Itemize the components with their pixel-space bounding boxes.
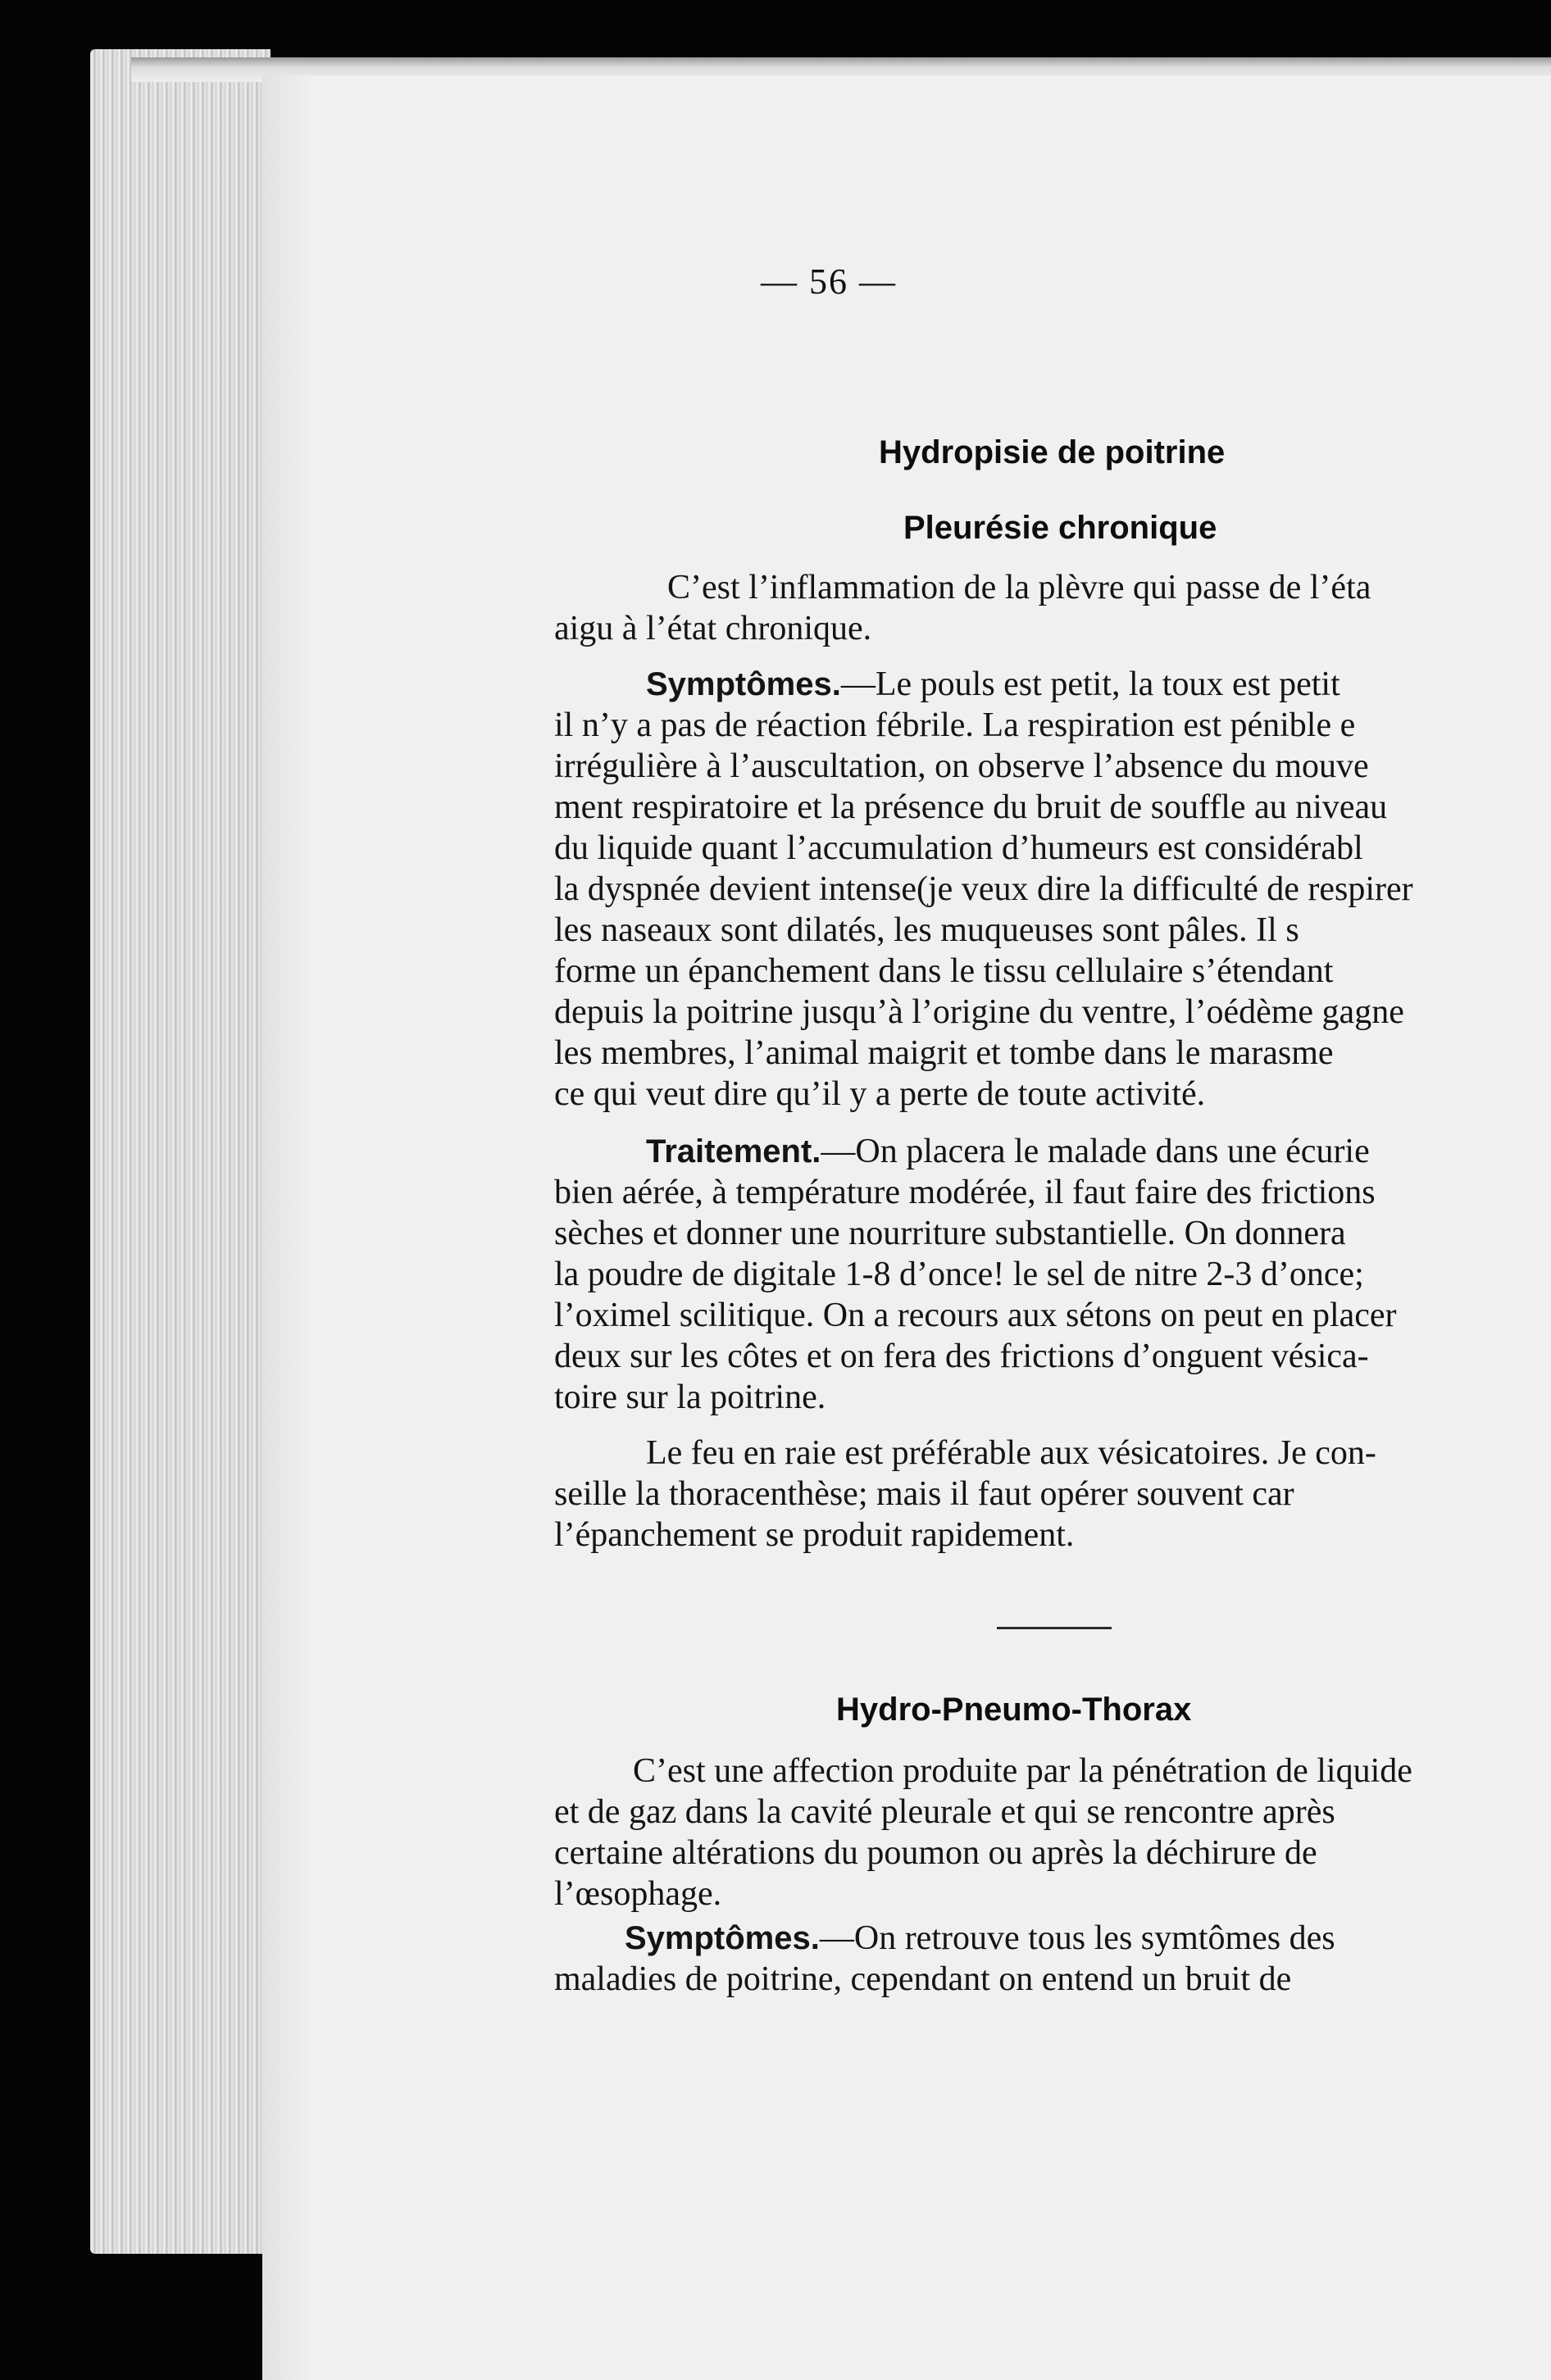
text-line: bien aérée, à température modérée, il faut faire des frictions xyxy=(554,1174,1376,1211)
page-number: — 56 — xyxy=(761,261,897,302)
treatment-label: Traitement. xyxy=(646,1133,821,1170)
text-line: la dyspnée devient intense(je veux dire la difficulté de respirer xyxy=(554,870,1413,908)
text-line: —Le pouls est petit, la toux est petit xyxy=(840,665,1340,703)
text-line: il n’y a pas de réaction fébrile. La respiration est pénible e xyxy=(554,706,1356,744)
text-line: forme un épanchement dans le tissu cellulaire s’étendant xyxy=(554,952,1334,990)
intro-paragraph xyxy=(554,567,1546,649)
text-line: l’épanchement se produit rapidement. xyxy=(554,1516,1075,1554)
section-title: Hydropisie de poitrine xyxy=(879,434,1226,470)
text-line: C’est l’inflammation de la plèvre qui passe de l’éta xyxy=(667,569,1371,606)
page-stack-edges xyxy=(90,49,271,2254)
intro-paragraph-2 xyxy=(554,1751,1546,1914)
section-title-2: Hydro-Pneumo-Thorax xyxy=(836,1692,1192,1728)
text-line: la poudre de digitale 1-8 d’once! le sel de nitre 2-3 d’once; xyxy=(554,1256,1364,1293)
section-subtitle: Pleurésie chronique xyxy=(903,510,1217,546)
text-line: Le feu en raie est préférable aux vésicatoires. Je con- xyxy=(646,1434,1376,1472)
text-line: C’est une affection produite par la pénétration de liquide xyxy=(633,1752,1412,1790)
text-line: ment respiratoire et la présence du bruit de souffle au niveau xyxy=(554,788,1388,826)
text-line: et de gaz dans la cavité pleurale et qui se rencontre après xyxy=(554,1793,1335,1831)
text-line: toire sur la poitrine. xyxy=(554,1378,826,1416)
fire-paragraph xyxy=(554,1433,1546,1556)
text-line: maladies de poitrine, cependant on entend un bruit de xyxy=(554,1960,1292,1998)
section-divider xyxy=(997,1627,1112,1629)
symptoms-paragraph xyxy=(554,664,1546,1115)
text-line: seille la thoracenthèse; mais il faut opérer souvent car xyxy=(554,1475,1294,1513)
text-line: du liquide quant l’accumulation d’humeurs est considérabl xyxy=(554,829,1363,867)
symptoms-paragraph-2 xyxy=(554,1918,1546,2000)
text-line: —On retrouve tous les symtômes des xyxy=(819,1919,1335,1957)
text-line: certaine altérations du poumon ou après la déchirure de xyxy=(554,1834,1317,1872)
text-line: —On placera le malade dans une écurie xyxy=(821,1133,1370,1170)
symptoms-label: Symptômes. xyxy=(646,666,841,702)
text-line: irrégulière à l’auscultation, on observe l’absence du mouve xyxy=(554,747,1369,785)
symptoms-label: Symptômes. xyxy=(625,1920,820,1956)
text-line: ce qui veut dire qu’il y a perte de toute activité. xyxy=(554,1075,1206,1113)
text-line: les membres, l’animal maigrit et tombe dans le marasme xyxy=(554,1034,1334,1072)
text-line: depuis la poitrine jusqu’à l’origine du ventre, l’oédème gagne xyxy=(554,993,1404,1031)
text-line: sèches et donner une nourriture substantielle. On donnera xyxy=(554,1215,1346,1252)
treatment-paragraph xyxy=(554,1131,1546,1418)
text-line: les naseaux sont dilatés, les muqueuses sont pâles. Il s xyxy=(554,911,1299,949)
text-line: deux sur les côtes et on fera des frictions d’onguent vésica- xyxy=(554,1338,1369,1375)
text-line: l’œsophage. xyxy=(554,1875,722,1913)
text-line: aigu à l’état chronique. xyxy=(554,610,872,647)
text-line: l’oximel scilitique. On a recours aux sétons on peut en placer xyxy=(554,1297,1397,1334)
